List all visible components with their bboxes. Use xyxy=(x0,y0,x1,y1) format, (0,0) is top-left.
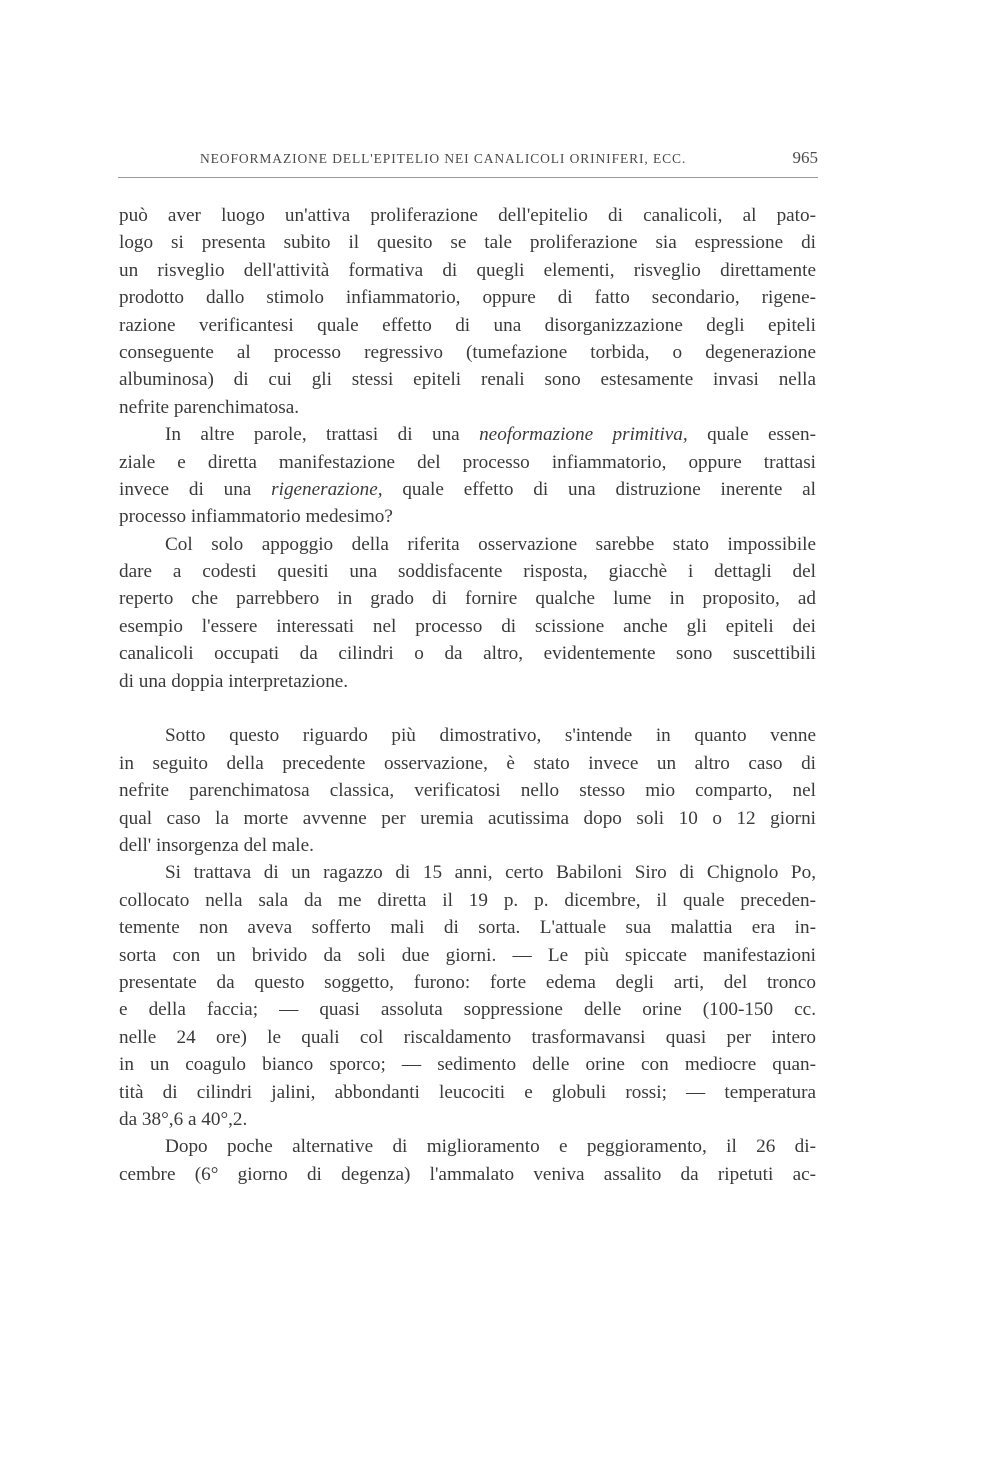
header-rule xyxy=(118,177,818,178)
text-line xyxy=(119,996,816,1023)
text-segment: cembre (6° giorno di degenza) l'ammalato veniva assalito da ripetuti ac- xyxy=(119,1163,816,1185)
text-line xyxy=(119,805,816,832)
text-segment: esempio l'essere interessati nel processo di scissione anche gli epiteli dei xyxy=(119,615,816,637)
text-line xyxy=(119,1161,816,1188)
paragraph xyxy=(119,202,816,421)
text-segment: razione verificantesi quale effetto di una disorganizzazione degli epiteli xyxy=(119,314,816,336)
text-line xyxy=(119,969,816,996)
text-segment: tità di cilindri jalini, abbondanti leucociti e globuli rossi; — temperatura xyxy=(119,1081,816,1103)
text-line xyxy=(119,366,816,393)
text-segment: quale essen- xyxy=(687,424,816,446)
text-line xyxy=(119,887,816,914)
text-line xyxy=(119,1024,816,1051)
text-line xyxy=(119,202,816,229)
text-segment: In altre parole, trattasi di una xyxy=(165,424,480,446)
text-line xyxy=(119,1133,816,1160)
text-segment: un risveglio dell'attività formativa di quegli elementi, risveglio direttamente xyxy=(119,259,816,281)
body-text xyxy=(119,202,816,1188)
text-segment: quale effetto di una distruzione inerente al xyxy=(382,478,816,500)
running-title: NEOFORMAZIONE DELL'EPITELIO NEI CANALICOLI ORINIFERI, ECC. xyxy=(200,151,687,166)
text-segment: dare a codesti quesiti una soddisfacente risposta, giacchè i dettagli del xyxy=(119,561,816,583)
text-segment: da 38°,6 a 40°,2. xyxy=(119,1108,248,1130)
text-segment: nefrite parenchimatosa. xyxy=(119,396,300,418)
text-line xyxy=(119,476,816,503)
text-segment: Col solo appoggio della riferita osservazione sarebbe stato impossibile xyxy=(165,533,816,555)
text-segment: può aver luogo un'attiva proliferazione dell'epitelio di canalicoli, al pato- xyxy=(119,205,816,226)
italic-phrase: neoformazione primitiva, xyxy=(479,424,688,446)
italic-phrase: rigenerazione, xyxy=(271,478,383,500)
text-segment: reperto che parrebbero in grado di fornire qualche lume in proposito, ad xyxy=(119,588,816,610)
text-segment: nefrite parenchimatosa classica, verificatosi nello stesso mio comparto, nel xyxy=(119,780,816,802)
paragraph-gap xyxy=(119,695,816,722)
text-segment: qual caso la morte avvenne per uremia acutissima dopo soli 10 o 12 giorni xyxy=(119,807,816,829)
text-line xyxy=(119,640,816,667)
text-segment: di una doppia interpretazione. xyxy=(119,670,349,692)
text-line xyxy=(119,1051,816,1078)
text-line xyxy=(119,421,816,448)
text-line xyxy=(119,531,816,558)
text-line xyxy=(119,503,816,530)
text-line xyxy=(119,613,816,640)
text-line xyxy=(119,229,816,256)
text-segment: nelle 24 ore) le quali col riscaldamento trasformavansi quasi per intero xyxy=(119,1026,816,1048)
text-segment: e della faccia; — quasi assoluta soppressione delle orine (100-150 cc. xyxy=(119,999,816,1021)
text-segment: prodotto dallo stimolo infiammatorio, oppure di fatto secondario, rigene- xyxy=(119,287,816,309)
text-line xyxy=(119,284,816,311)
paragraph xyxy=(119,1133,816,1188)
text-segment: Sotto questo riguardo più dimostrativo, s'intende in quanto venne xyxy=(165,725,816,747)
text-segment: canalicoli occupati da cilindri o da altro, evidentemente sono suscettibili xyxy=(119,643,816,665)
text-segment: dell' insorgenza del male. xyxy=(119,834,314,856)
text-segment: sorta con un brivido da soli due giorni. — Le più spiccate manifestazioni xyxy=(119,944,816,966)
text-segment: albuminosa) di cui gli stessi epiteli renali sono estesamente invasi nella xyxy=(119,369,816,391)
text-line xyxy=(119,722,816,749)
text-line xyxy=(119,585,816,612)
text-segment: invece di una xyxy=(119,478,272,500)
text-segment: in seguito della precedente osservazione, è stato invece un altro caso di xyxy=(119,752,816,774)
page-header xyxy=(118,146,818,176)
text-line xyxy=(119,257,816,284)
text-line xyxy=(119,312,816,339)
text-line xyxy=(119,558,816,585)
text-line xyxy=(119,777,816,804)
text-line xyxy=(119,449,816,476)
text-segment: collocato nella sala da me diretta il 19 p. p. dicembre, il quale preceden- xyxy=(119,889,816,911)
text-line xyxy=(119,914,816,941)
text-line xyxy=(119,942,816,969)
text-line xyxy=(119,750,816,777)
text-line xyxy=(119,859,816,886)
paragraph xyxy=(119,722,816,859)
text-line xyxy=(119,832,816,859)
text-segment: logo si presenta subito il quesito se tale proliferazione sia espressione di xyxy=(119,232,816,254)
text-segment: in un coagulo bianco sporco; — sedimento delle orine con mediocre quan- xyxy=(119,1054,816,1076)
text-line xyxy=(119,339,816,366)
text-line xyxy=(119,668,816,695)
text-segment: Si trattava di un ragazzo di 15 anni, certo Babiloni Siro di Chignolo Po, xyxy=(165,862,816,884)
text-line xyxy=(119,1106,816,1133)
paragraph xyxy=(119,421,816,531)
text-line xyxy=(119,1079,816,1106)
paragraph xyxy=(119,531,816,695)
paragraph xyxy=(119,859,816,1133)
text-segment: ziale e diretta manifestazione del processo infiammatorio, oppure trattasi xyxy=(119,451,816,473)
text-line xyxy=(119,394,816,421)
text-segment: conseguente al processo regressivo (tumefazione torbida, o degenerazione xyxy=(119,341,816,363)
page-number: 965 xyxy=(792,148,818,167)
text-segment: processo infiammatorio medesimo? xyxy=(119,506,393,528)
text-segment: Dopo poche alternative di miglioramento e peggioramento, il 26 di- xyxy=(165,1136,816,1158)
text-segment: presentate da questo soggetto, furono: forte edema degli arti, del tronco xyxy=(119,971,816,993)
text-segment: temente non aveva sofferto mali di sorta. L'attuale sua malattia era in- xyxy=(119,917,816,939)
